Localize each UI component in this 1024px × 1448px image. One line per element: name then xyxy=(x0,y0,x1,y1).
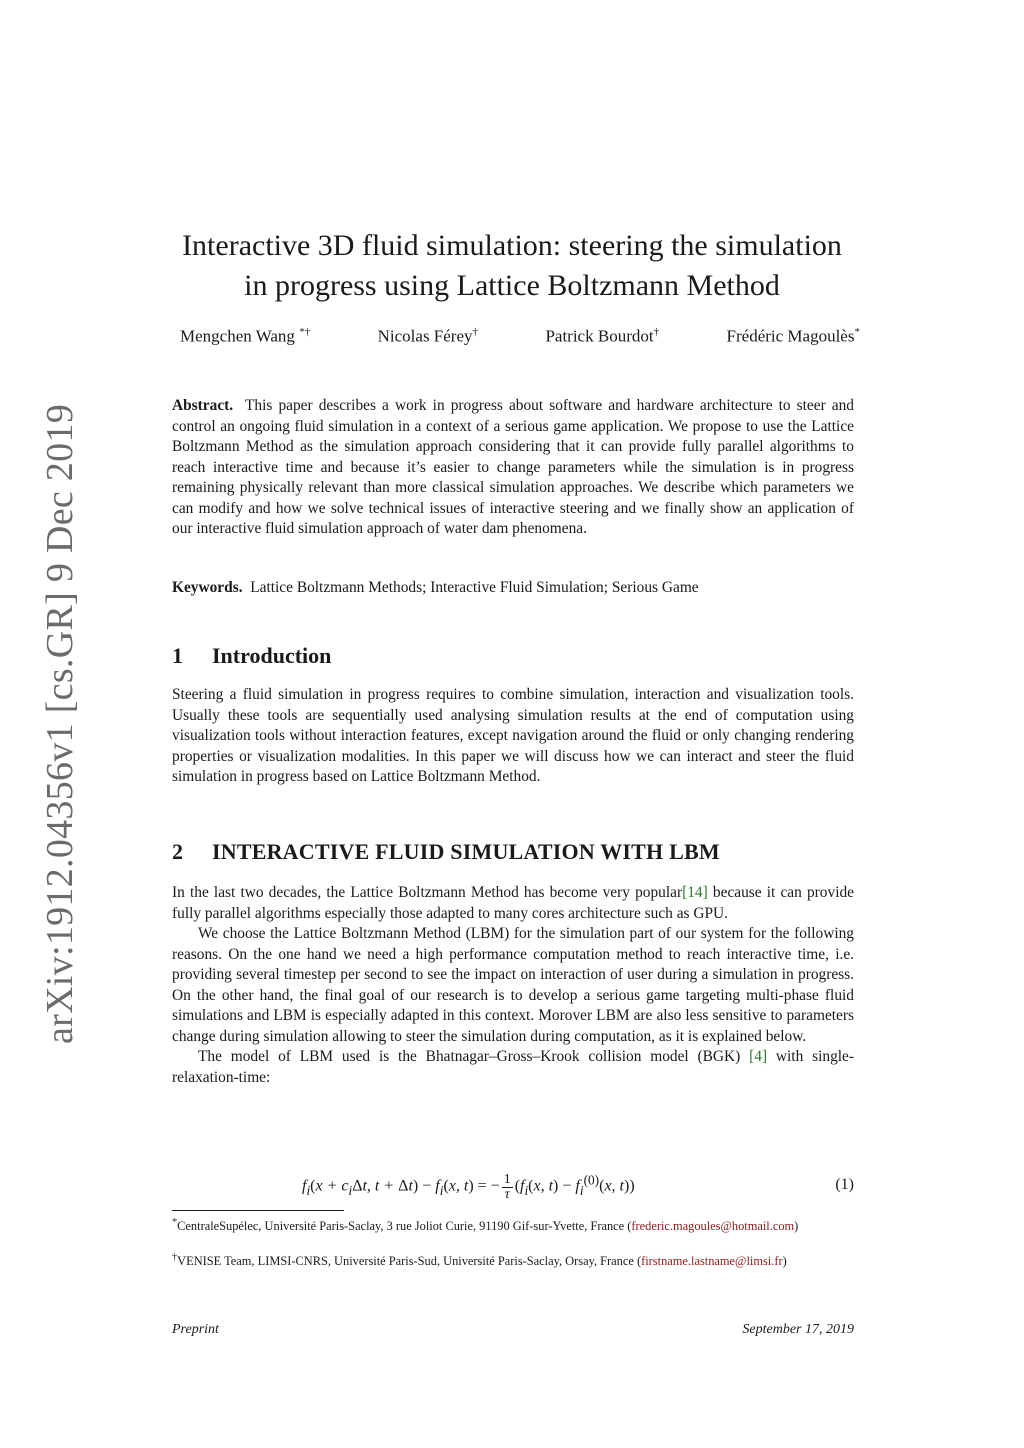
arxiv-sidebar-stamp: arXiv:1912.04356v1 [cs.GR] 9 Dec 2019 xyxy=(39,403,81,1045)
footer-date: September 17, 2019 xyxy=(742,1322,854,1337)
title-line-2: in progress using Lattice Boltzmann Method xyxy=(244,269,780,302)
section-1-paragraph: Steering a fluid simulation in progress requires to combine simulation, interaction and visualization tools. Usually these tools are sequentially used analysing simulation results at the end of computation using visualization tools without interaction features, except navigation around the fluid or only changing rendering properties or visualization modalities. In this paper we will discuss how we can interact and steer the fluid simulation in progress based on Lattice Boltzmann Method. xyxy=(172,686,854,785)
title-line-1: Interactive 3D fluid simulation: steering the simulation xyxy=(182,229,842,262)
footnote-2: †VENISE Team, LIMSI-CNRS, Université Paris-Sud, Université Paris-Saclay, Orsay, France (firstname.lastname@limsi.fr) xyxy=(172,1252,787,1269)
footnote-rule xyxy=(172,1210,344,1211)
author: Nicolas Férey† xyxy=(377,326,479,346)
section-1-heading: 1 Introduction xyxy=(172,643,332,668)
citation-link[interactable]: [14] xyxy=(682,884,708,901)
paper-title xyxy=(150,226,874,306)
keywords-text: Lattice Boltzmann Methods; Interactive Fluid Simulation; Serious Game xyxy=(250,579,699,596)
footnote-1: *CentraleSupélec, Université Paris-Saclay, 3 rue Joliot Curie, 91190 Gif-sur-Yvette, France (frederic.magoules@hotmail.com) xyxy=(172,1217,799,1234)
abstract-text: This paper describes a work in progress about software and hardware architecture to steer and control an ongoing fluid simulation in a context of a serious game application. We propose to use the Lattice Boltzmann Method as the simulation approach considering that it can provide fully parallel algorithms to reach interactive time and because it’s easier to change parameters while the simulation is in progress remaining physically relevant than more classical simulation approaches. We describe which parameters we can modify and how we solve technical issues of interactive steering and we finally show an application of our interactive fluid simulation approach of water dam phenomena. xyxy=(172,397,855,537)
section-2-paragraph-3: The model of LBM used is the Bhatnagar–Gross–Krook collision model (BGK) [4] with single-relaxation-time: xyxy=(172,1048,854,1086)
author: Frédéric Magoulès* xyxy=(726,326,860,346)
author-list xyxy=(180,326,860,347)
section-2-paragraph-2: We choose the Lattice Boltzmann Method (LBM) for the simulation part of our system for the following reasons. On the one hand we need a high performance computation method to reach interactive time, i.e. providing several timestep per second to see the impact on interaction of user during a simulation in progress. On the other hand, the final goal of our research is to develop a serious game targeting multi-phase fluid simulations and LBM is especially adapted in this context. Morover LBM are also less sensitive to parameters change during simulation allowing to steer the simulation during computation, as it is explained below. xyxy=(172,925,854,1045)
citation-link[interactable]: [4] xyxy=(749,1048,768,1065)
keywords-label: Keywords. xyxy=(172,579,243,596)
section-2-heading: 2 INTERACTIVE FLUID SIMULATION WITH LBM xyxy=(172,839,720,864)
author: Mengchen Wang *† xyxy=(180,326,311,346)
section-2-body xyxy=(172,883,854,1088)
email-link[interactable]: frederic.magoules@hotmail.com xyxy=(631,1219,795,1234)
equation-number: (1) xyxy=(835,1176,854,1193)
email-link[interactable]: firstname.lastname@limsi.fr xyxy=(641,1254,783,1269)
equation-formula: $f_i(x + c_i\Delta t$, $t + \Delta t) - f_i(x$, t) = − $\frac{1}{\tau} (f_i(x$, $t) - f_i^{(0)}(x$, t)) xyxy=(302,1172,635,1202)
keywords xyxy=(172,578,854,599)
abstract xyxy=(172,396,854,540)
equation-1 xyxy=(172,1166,854,1210)
section-2-paragraph-1: In the last two decades, the Lattice Boltzmann Method has become very popular[14] because it can provide fully parallel algorithms especially those adapted to many cores architecture such as GPU. xyxy=(172,884,854,922)
footer-preprint: Preprint xyxy=(172,1322,219,1337)
author: Patrick Bourdot† xyxy=(545,326,660,346)
abstract-label: Abstract. xyxy=(172,397,234,414)
